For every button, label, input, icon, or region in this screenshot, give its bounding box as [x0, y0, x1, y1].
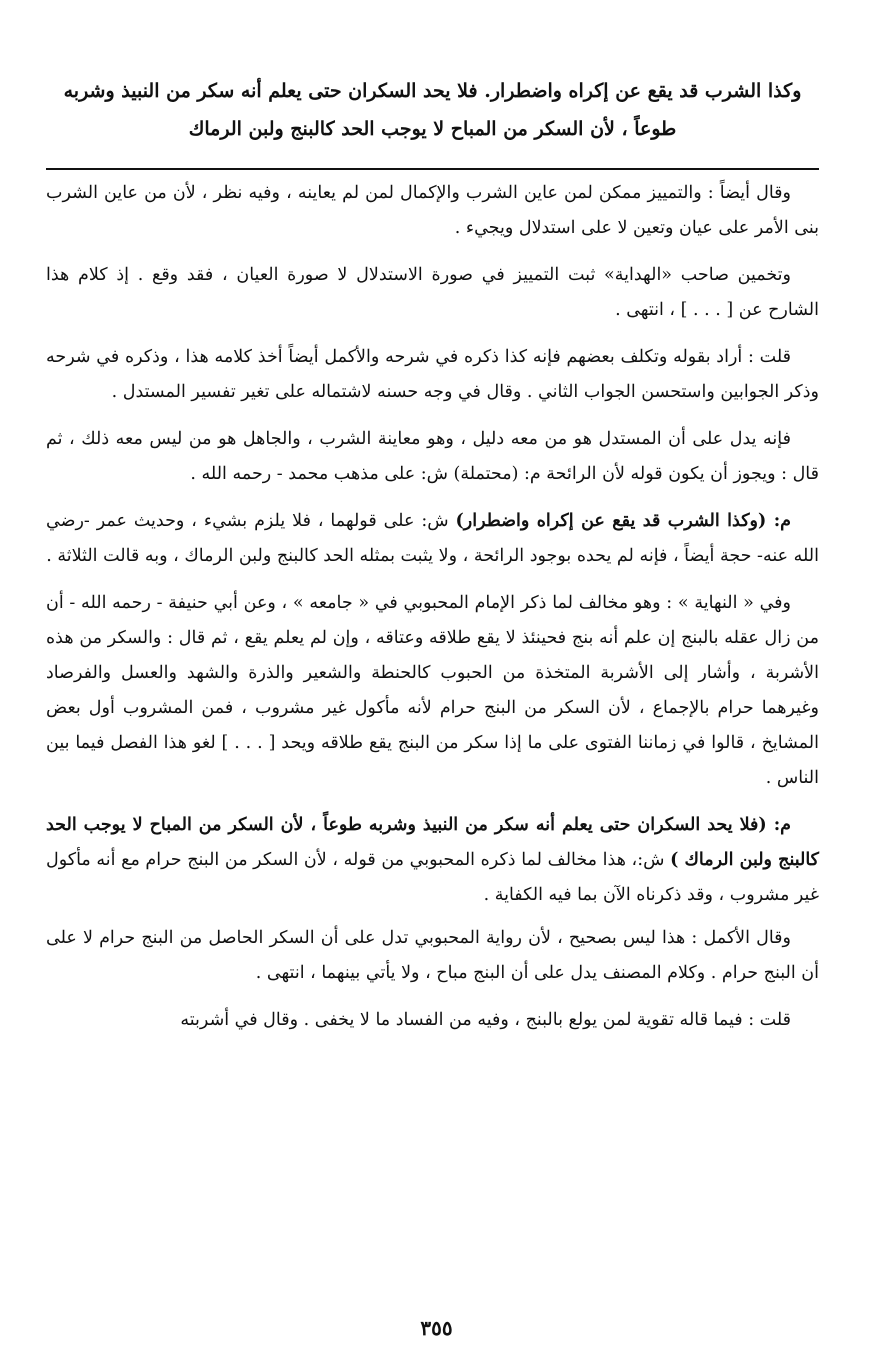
paragraph: قلت : فيما قاله تقوية لمن يولع بالبنج ، وفيه من الفساد ما لا يخفى . وقال في أشربته	[180, 1010, 791, 1030]
page-number: ٣٥٥	[420, 1316, 453, 1340]
paragraph: وقال الأكمل : هذا ليس بصحيح ، لأن رواية المحبوبي تدل على أن السكر الحاصل من البنج حرام لا على أن البنج حرام . وكلام المصنف يدل على أن البنج مباح ، ولا يأتي بينهما ، انتهى .	[46, 928, 819, 983]
paragraph-text: ش: على قولهما ، فلا يلزم بشيء ، وحديث عمر -رضي الله عنه- حجة أيضاً ، فإنه لم يحده بوجود الرائحة ، ولا يثبت بمثله الحد كالبنج ولبن الرماك ، وبه قالت الثلاثة .	[46, 511, 819, 566]
paragraph: وفي « النهاية » : وهو مخالف لما ذكر الإمام المحبوبي في « جامعه » ، وعن أبي حنيفة - رحمه الله - أن من زال عقله بالبنج إن علم أنه بنج فحينئذ لا يقع طلاقه وعتاقه ، وإن لم يعلم يقع ، ثم قال : والسكر من هذه الأشربة ، وأشار إلى الأشربة المتخذة من الحبوب كالحنطة والشعير والذرة والشهد والعسل والفرصاد وغيرهما حرام بالإجماع ، لأن السكر من البنج حرام لأنه مأكول غير مشروب ، فمن المشروب أول بعض المشايخ ، قالوا في زماننا الفتوى على ما إذا سكر من البنج يقع طلاقه ويحد [ . . . ] لغو هذا الفصل فيما بين الناس .	[46, 593, 819, 788]
paragraph: وقال أيضاً : والتمييز ممكن لمن عاين الشرب والإكمال لمن لم يعاينه ، وفيه نظر ، لأن من عاين الشرب بنى الأمر على عيان وتعين لا على استدلال ويجيء .	[46, 183, 819, 238]
matn-line-1: وكذا الشرب قد يقع عن إكراه واضطرار. فلا يحد السكران حتى يعلم أنه سكر من النبيذ وشربه	[63, 80, 802, 102]
paragraph: فإنه يدل على أن المستدل هو من معه دليل ، وهو معاينة الشرب ، والجاهل هو من ليس معه ذلك ، ثم قال : ويجوز أن يكون قوله لأن الرائحة م: (محتملة) ش: على مذهب محمد - رحمه الله .	[46, 429, 819, 484]
paragraph-text: ش:، هذا مخالف لما ذكره المحبوبي من قوله ، لأن السكر من البنج حرام مع أنه مأكول غير مشروب ، وقد ذكرناه الآن بما فيه الكفاية .	[46, 850, 819, 905]
paragraph-lead: م: (وكذا الشرب قد يقع عن إكراه واضطرار)	[455, 511, 791, 531]
matn-header	[46, 72, 819, 148]
separator-rule	[46, 168, 819, 170]
paragraph: قلت : أراد بقوله وتكلف بعضهم فإنه كذا ذكره في شرحه والأكمل أيضاً أخذ كلامه هذا ، وذكره في شرحه وذكر الجوابين واستحسن الجواب الثاني . وقال في وجه حسنه لاشتماله على تغير تفسير المستدل .	[46, 347, 819, 402]
paragraph: وتخمين صاحب «الهداية» ثبت التمييز في صورة الاستدلال لا صورة العيان ، فقد وقع . إذ كلام هذا الشارح عن [ . . . ] ، انتهى .	[46, 265, 819, 320]
paragraph	[46, 504, 819, 574]
matn-line-2: طوعاً ، لأن السكر من المباح لا يوجب الحد كالبنج ولبن الرماك	[188, 118, 677, 140]
paragraph	[46, 808, 819, 913]
paragraph-lead: م: (فلا يحد السكران حتى يعلم أنه سكر من النبيذ وشربه طوعاً ، لأن السكر من المباح لا يوجب الحد كالبنج ولبن الرماك )	[46, 815, 819, 870]
commentary-body	[46, 176, 819, 1050]
